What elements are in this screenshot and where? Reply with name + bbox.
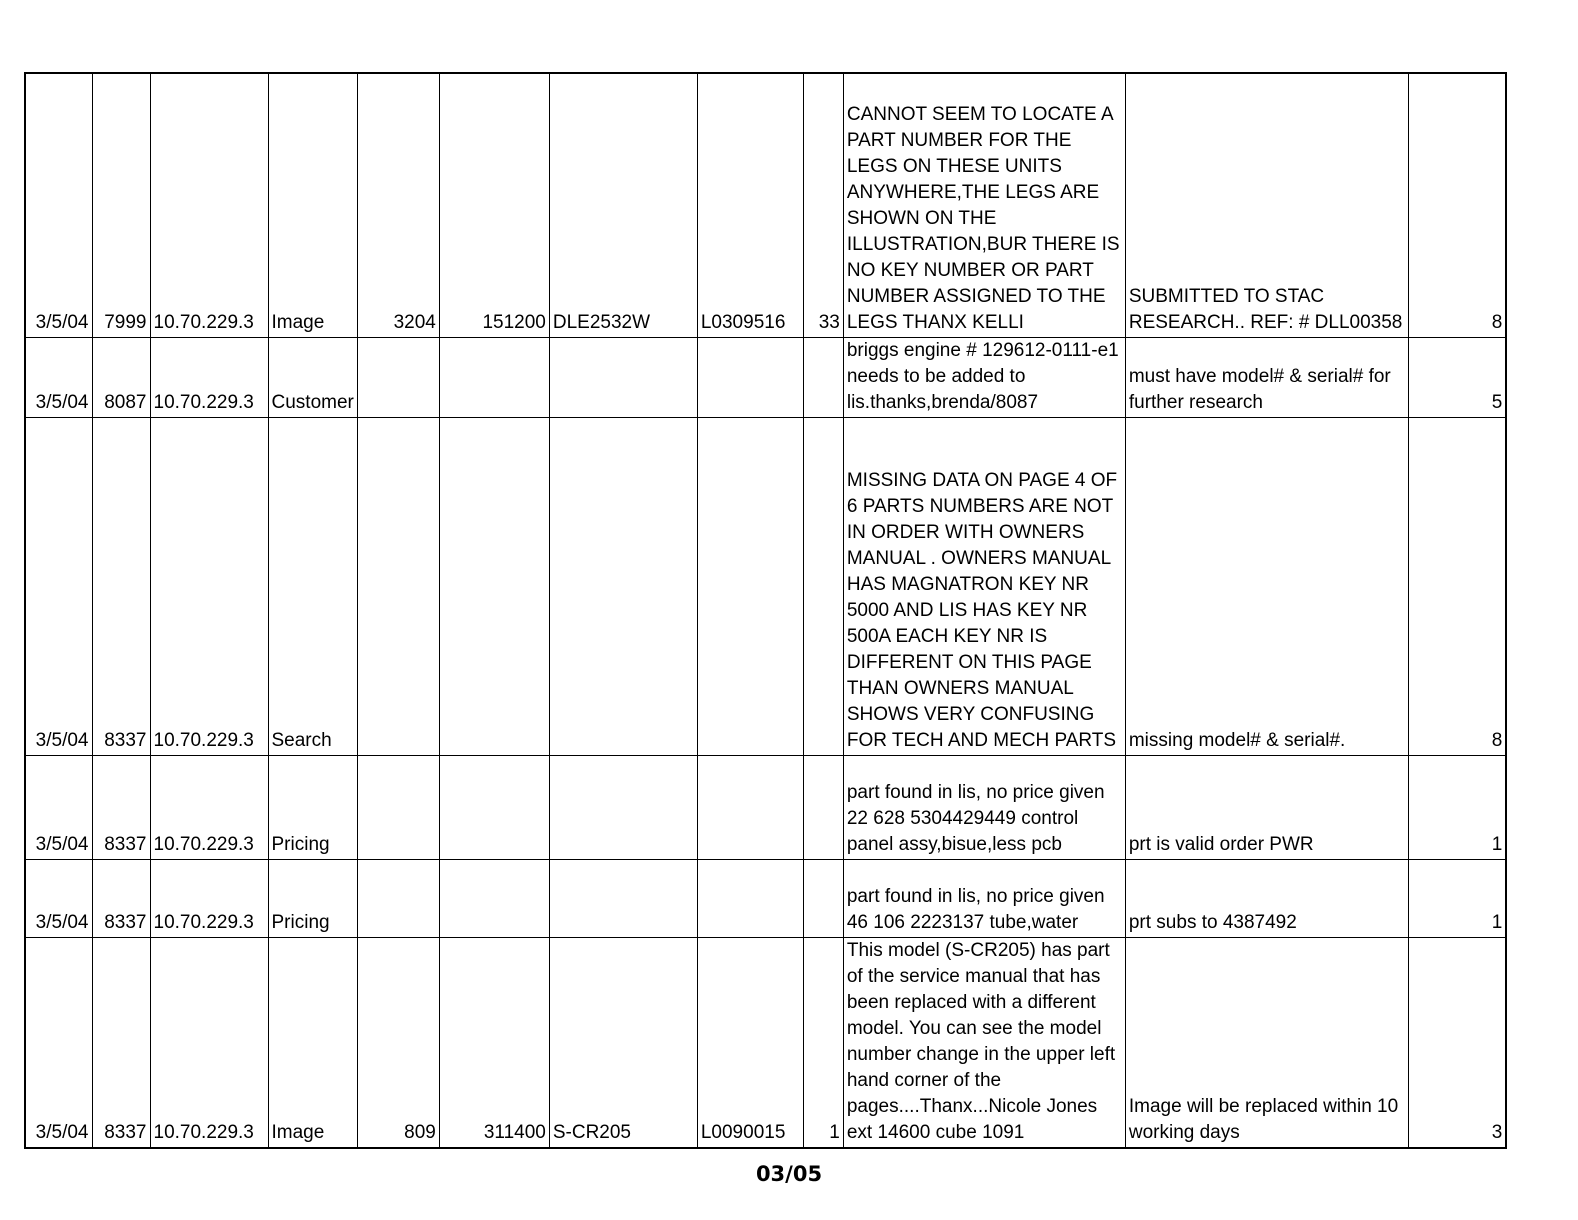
table-row <box>25 859 1506 937</box>
resolution-cell: prt is valid order PWR <box>1125 755 1408 859</box>
category-cell: Pricing <box>268 755 357 859</box>
resolution-cell: prt subs to 4387492 <box>1125 859 1408 937</box>
page-cell <box>803 859 843 937</box>
issue-cell: part found in lis, no price given 46 106 2223137 tube,water <box>843 859 1125 937</box>
ip-cell: 10.70.229.3 <box>150 337 268 417</box>
model-cell <box>549 755 697 859</box>
model-cell <box>549 417 697 755</box>
user-id-cell: 8337 <box>92 859 150 937</box>
category-cell: Customer <box>268 337 357 417</box>
resolution-cell: must have model# & serial# for further research <box>1125 337 1408 417</box>
user-id-cell: 8337 <box>92 755 150 859</box>
resolution-cell: missing model# & serial#. <box>1125 417 1408 755</box>
doc-id-cell <box>697 859 803 937</box>
page-cell <box>803 337 843 417</box>
date-cell: 3/5/04 <box>25 755 92 859</box>
number-cell <box>439 755 549 859</box>
id-cell <box>357 337 439 417</box>
id-cell <box>357 417 439 755</box>
issue-cell: This model (S-CR205) has part of the service manual that has been replaced with a different model. You can see the model number change in the upper left hand corner of the pages....Thanx...Nicole Jones ext 14600 cube 1091 <box>843 937 1125 1148</box>
table-row <box>25 755 1506 859</box>
doc-id-cell <box>697 337 803 417</box>
ip-cell: 10.70.229.3 <box>150 859 268 937</box>
count-cell: 8 <box>1408 73 1506 337</box>
ip-cell: 10.70.229.3 <box>150 417 268 755</box>
number-cell <box>439 859 549 937</box>
category-cell: Image <box>268 73 357 337</box>
category-cell: Pricing <box>268 859 357 937</box>
table-row <box>25 337 1506 417</box>
date-cell: 3/5/04 <box>25 337 92 417</box>
id-cell <box>357 755 439 859</box>
table-row <box>25 73 1506 337</box>
page-cell <box>803 417 843 755</box>
date-cell: 3/5/04 <box>25 417 92 755</box>
number-cell <box>439 337 549 417</box>
table-row <box>25 937 1506 1148</box>
page-cell: 33 <box>803 73 843 337</box>
count-cell: 3 <box>1408 937 1506 1148</box>
id-cell: 3204 <box>357 73 439 337</box>
issue-cell: part found in lis, no price given 22 628 5304429449 control panel assy,bisue,less pcb <box>843 755 1125 859</box>
ip-cell: 10.70.229.3 <box>150 73 268 337</box>
model-cell: DLE2532W <box>549 73 697 337</box>
table-row <box>25 417 1506 755</box>
doc-id-cell: L0309516 <box>697 73 803 337</box>
doc-id-cell: L0090015 <box>697 937 803 1148</box>
user-id-cell: 8337 <box>92 417 150 755</box>
date-cell: 3/5/04 <box>25 937 92 1148</box>
model-cell <box>549 859 697 937</box>
number-cell <box>439 417 549 755</box>
date-cell: 3/5/04 <box>25 73 92 337</box>
model-cell: S-CR205 <box>549 937 697 1148</box>
issue-cell: briggs engine # 129612-0111-e1 needs to be added to lis.thanks,brenda/8087 <box>843 337 1125 417</box>
user-id-cell: 7999 <box>92 73 150 337</box>
issue-cell: MISSING DATA ON PAGE 4 OF 6 PARTS NUMBERS ARE NOT IN ORDER WITH OWNERS MANUAL . OWNERS MANUAL HAS MAGNATRON KEY NR 5000 AND LIS HAS KEY NR 500A EACH KEY NR IS DIFFERENT ON THIS PAGE THAN OWNERS MANUAL SHOWS VERY CONFUSING FOR TECH AND MECH PARTS <box>843 417 1125 755</box>
resolution-cell: Image will be replaced within 10 working days <box>1125 937 1408 1148</box>
page-cell: 1 <box>803 937 843 1148</box>
number-cell: 311400 <box>439 937 549 1148</box>
issue-cell: CANNOT SEEM TO LOCATE A PART NUMBER FOR THE LEGS ON THESE UNITS ANYWHERE,THE LEGS ARE SHOWN ON THE ILLUSTRATION,BUR THERE IS NO KEY NUMBER OR PART NUMBER ASSIGNED TO THE LEGS THANX KELLI <box>843 73 1125 337</box>
id-cell <box>357 859 439 937</box>
id-cell: 809 <box>357 937 439 1148</box>
count-cell: 1 <box>1408 859 1506 937</box>
category-cell: Search <box>268 417 357 755</box>
category-cell: Image <box>268 937 357 1148</box>
user-id-cell: 8337 <box>92 937 150 1148</box>
date-cell: 3/5/04 <box>25 859 92 937</box>
ip-cell: 10.70.229.3 <box>150 937 268 1148</box>
page-number: 03/05 <box>755 1162 823 1186</box>
ip-cell: 10.70.229.3 <box>150 755 268 859</box>
user-id-cell: 8087 <box>92 337 150 417</box>
resolution-cell: SUBMITTED TO STAC RESEARCH.. REF: # DLL00358 <box>1125 73 1408 337</box>
count-cell: 5 <box>1408 337 1506 417</box>
report-table <box>24 72 1507 1149</box>
page-cell <box>803 755 843 859</box>
number-cell: 151200 <box>439 73 549 337</box>
doc-id-cell <box>697 417 803 755</box>
model-cell <box>549 337 697 417</box>
count-cell: 8 <box>1408 417 1506 755</box>
doc-id-cell <box>697 755 803 859</box>
count-cell: 1 <box>1408 755 1506 859</box>
